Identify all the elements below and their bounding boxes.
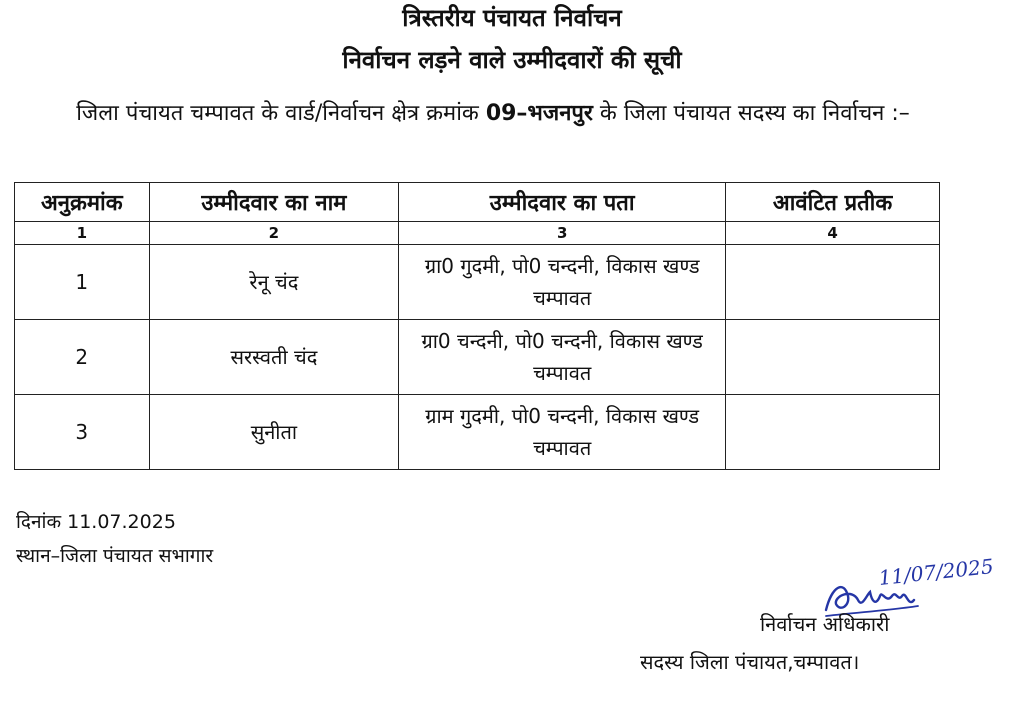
column-number: 2: [149, 222, 399, 245]
cell-address: ग्राम गुदमी, पो0 चन्दनी, विकास खण्ड चम्पावत: [399, 395, 726, 470]
table-row: [15, 245, 940, 320]
candidate-table: [14, 182, 940, 470]
cell-serial: 3: [15, 395, 150, 470]
officer-title: निर्वाचन अधिकारी: [760, 612, 890, 636]
officer-office: सदस्य जिला पंचायत,चम्पावत।: [640, 650, 860, 674]
header-serial: अनुक्रमांक: [15, 183, 150, 222]
intro-text-after: के जिला पंचायत सदस्य का निर्वाचन :–: [592, 101, 910, 126]
cell-serial: 1: [15, 245, 150, 320]
intro-text-before: जिला पंचायत चम्पावत के वार्ड/निर्वाचन क्षेत्र क्रमांक: [76, 101, 486, 126]
title-line1: त्रिस्तरीय पंचायत निर्वाचन: [402, 4, 622, 32]
title-line2: निर्वाचन लड़ने वाले उम्मीदवारों की सूची: [342, 46, 682, 74]
cell-symbol: [726, 320, 940, 395]
table-header-row: [15, 183, 940, 222]
place-line: स्थान–जिला पंचायत सभागार: [16, 545, 214, 567]
cell-symbol: [726, 245, 940, 320]
cell-address: ग्रा0 चन्दनी, पो0 चन्दनी, विकास खण्ड चम्पावत: [399, 320, 726, 395]
cell-name: सरस्वती चंद: [149, 320, 399, 395]
signature-date: 11/07/2025: [877, 554, 995, 590]
header-symbol: आवंटित प्रतीक: [726, 183, 940, 222]
intro-text: [28, 96, 958, 132]
column-number: 3: [399, 222, 726, 245]
cell-name: रेनू चंद: [149, 245, 399, 320]
cell-address: ग्रा0 गुदमी, पो0 चन्दनी, विकास खण्ड चम्पावत: [399, 245, 726, 320]
cell-serial: 2: [15, 320, 150, 395]
table-row: [15, 320, 940, 395]
date-value: 11.07.2025: [67, 511, 176, 533]
header-address: उम्मीदवार का पता: [399, 183, 726, 222]
table-row: [15, 395, 940, 470]
header-name: उम्मीदवार का नाम: [149, 183, 399, 222]
column-number: 1: [15, 222, 150, 245]
column-number: 4: [726, 222, 940, 245]
ward-name: 09–भजनपुर: [485, 101, 593, 126]
date-label: दिनांक: [16, 511, 62, 533]
cell-symbol: [726, 395, 940, 470]
date-line: [16, 508, 176, 534]
column-number-row: [15, 222, 940, 245]
cell-name: सुनीता: [149, 395, 399, 470]
